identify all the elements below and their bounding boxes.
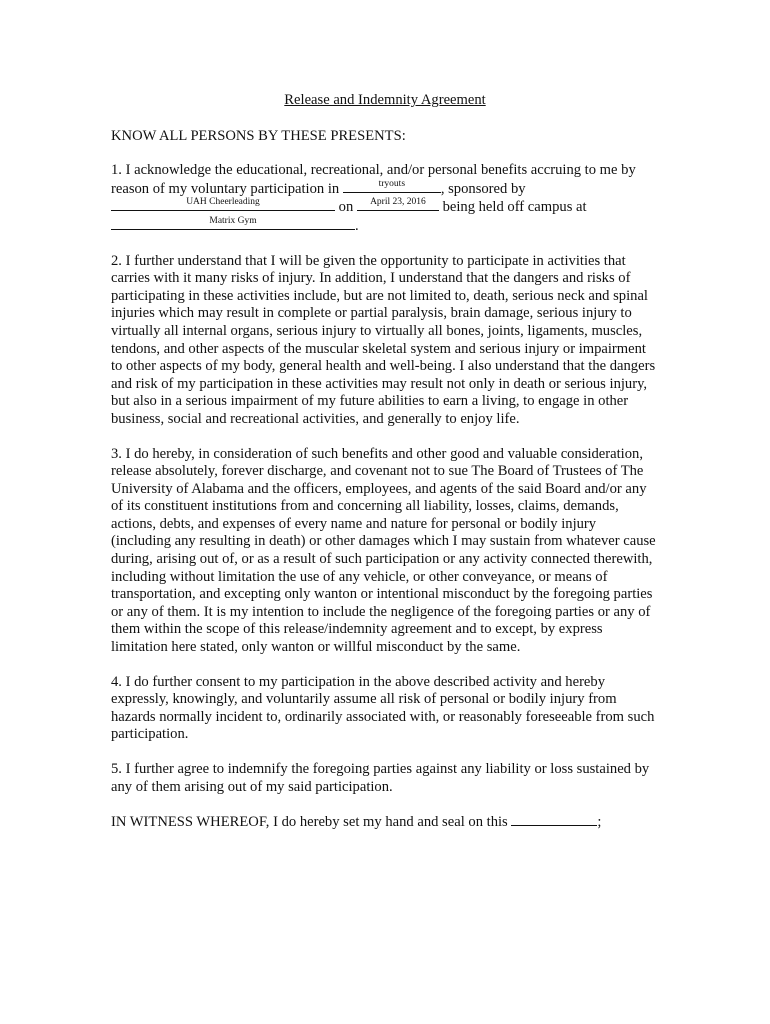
location-value: Matrix Gym: [209, 215, 257, 226]
paragraph-4: 4. I do further consent to my participation in the above described activity and hereby expressly, knowingly, and voluntarily assume all risk of personal or bodily injury from hazards normally incident to, ordinarily associated with, or reasonably foreseeable from such participation.: [111, 673, 655, 743]
paragraph-3: 3. I do hereby, in consideration of such benefits and other good and valuable consideration, release absolutely, forever discharge, and covenant not to sue The Board of Trustees of The University of Alabama and the officers, employees, and agents of the said Board and/or any of its constituent institutions from and concerning all liability, losses, claims, demands, actions, debts, and expenses of every name and nature for personal or bodily injury (including any resulting in death) or other damages which I may sustain from whatever cause during, arising out of, or as a result of such participation or any activity connected therewith, including without limitation the use of any vehicle, or other conveyance, or means of transportation, and excepting only wanton or intentional misconduct by the foregoing parties or any of them. It is my intention to include the negligence of the foregoing parties or any of them within the scope of this release/indemnity agreement and to except, by express limitation here stated, only wanton or willful misconduct by the same.: [111, 445, 656, 656]
witness-text: IN WITNESS WHEREOF, I do hereby set my hand and seal on this: [111, 814, 508, 831]
paragraph-1-text-e: .: [355, 217, 359, 234]
paragraph-1: [111, 162, 659, 235]
paragraph-1-text-a: 1. I acknowledge the educational, recreational, and/or personal benefits accruing to me by reason of my voluntary participation in: [111, 162, 636, 197]
activity-field[interactable]: [343, 180, 441, 193]
paragraph-2: 2. I further understand that I will be given the opportunity to participate in activities that carries with it many risks of injury. In addition, I understand that the dangers and risks of participating in these activities include, but are not limited to, death, serious neck and spinal injuries which may result in complete or partial paralysis, brain damage, serious injury to virtually all internal organs, serious injury to virtually all bones, joints, ligaments, muscles, tendons, and other aspects of the muscular skeletal system and serious injury or impairment to other aspects of my body, general health and well-being. I also understand that the dangers and risk of my participation in these activities may result not only in death or serious injury, but also in a serious impairment of my future abilities to earn a living, to engage in other business, social and recreational activities, and generally to enjoy life.: [111, 252, 656, 427]
witness-date-field[interactable]: [511, 813, 597, 826]
paragraph-5: 5. I further agree to indemnify the foregoing parties against any liability or loss sustained by any of them arising out of my said participation.: [111, 761, 650, 795]
paragraph-1-text-d: being held off campus at: [442, 199, 587, 216]
sponsor-value: UAH Cheerleading: [186, 197, 260, 208]
document-title: Release and Indemnity Agreement: [284, 92, 486, 108]
date-value: April 23, 2016: [370, 197, 426, 208]
activity-value: tryouts: [378, 178, 406, 189]
date-field[interactable]: [357, 198, 439, 211]
location-field[interactable]: [111, 217, 355, 230]
agreement-page: [111, 92, 659, 849]
paragraph-1-text-c: on: [338, 199, 354, 216]
sponsor-field[interactable]: [111, 198, 335, 211]
intro-line: KNOW ALL PERSONS BY THESE PRESENTS:: [111, 127, 406, 144]
witness-line: [111, 813, 659, 832]
witness-end: ;: [597, 814, 602, 831]
paragraph-1-text-b: , sponsored by: [440, 180, 526, 197]
